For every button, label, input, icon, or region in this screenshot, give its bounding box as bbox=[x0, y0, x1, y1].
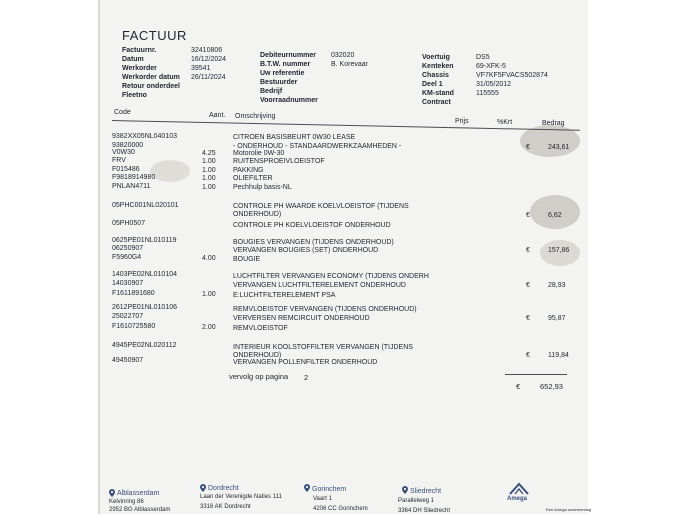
continued-page: 2 bbox=[304, 373, 309, 382]
meta-value: VF7KF5FVACS502874 bbox=[476, 72, 548, 79]
meta-label: Werkorder datum bbox=[122, 74, 180, 81]
line-description: CONTROLE PH KOELVLOEISTOF ONDERHOUD bbox=[233, 221, 391, 229]
meta-label: Kenteken bbox=[422, 63, 454, 70]
meta-label: B.T.W. nummer bbox=[260, 61, 311, 68]
meta-label: Uw referentie bbox=[260, 70, 305, 77]
meta-right-values bbox=[476, 53, 548, 98]
line-code: F1611891680 bbox=[112, 290, 155, 297]
meta-mid-values bbox=[331, 51, 368, 69]
line-code: 05PH0507 bbox=[112, 220, 146, 227]
line-currency: € bbox=[526, 247, 530, 254]
line-description: CITROEN BASISBEURT 0W30 LEASE bbox=[233, 134, 356, 141]
line-code: 06250907 bbox=[112, 245, 144, 252]
line-code: 0625PE01NL010119 bbox=[112, 237, 177, 244]
line-description: INTERIEUR KOOLSTOFFILTER VERVANGEN (TIJDENS bbox=[233, 344, 413, 352]
line-qty: 1.00 bbox=[202, 167, 216, 174]
line-description: REMVLOEISTOF bbox=[233, 325, 288, 333]
col-header-krt: %Krt bbox=[497, 119, 513, 126]
line-amount: 243,61 bbox=[548, 144, 570, 151]
line-description: REMVLOEISTOF VERVANGEN (TIJDENS ONDERHOUD) bbox=[233, 305, 417, 313]
line-amount: 119,84 bbox=[548, 352, 569, 359]
line-qty: 1.00 bbox=[202, 175, 216, 182]
meta-value: B. Korevaar bbox=[331, 61, 368, 68]
meta-value: 69-XFK-5 bbox=[476, 63, 506, 70]
line-description: VERVANGEN BOUGIES (SET) ONDERHOUD bbox=[233, 246, 379, 254]
line-code: 25022707 bbox=[112, 313, 144, 320]
footer-city: Alblasserdam bbox=[117, 490, 160, 497]
line-amount: 157,86 bbox=[548, 247, 570, 254]
brand-tagline: Een Amega onderneming bbox=[546, 507, 592, 512]
line-code: F015486 bbox=[112, 166, 140, 173]
meta-value: 032020 bbox=[331, 52, 355, 59]
footer-city: Gorinchem bbox=[312, 486, 347, 493]
col-header-aant: Aant. bbox=[209, 112, 226, 119]
line-code: 05PHC001NL020101 bbox=[112, 202, 179, 209]
line-code: 14030907 bbox=[112, 280, 144, 287]
meta-label: Retour onderdeel bbox=[122, 83, 180, 90]
line-code: 93820000 bbox=[112, 142, 144, 149]
line-code: F5960G4 bbox=[112, 254, 142, 261]
line-amount: 95,87 bbox=[548, 315, 566, 322]
footer-city: Sliedrecht bbox=[410, 488, 442, 495]
stain bbox=[150, 160, 190, 182]
meta-label: Bedrijf bbox=[260, 88, 283, 95]
location-pin-icon bbox=[109, 489, 115, 497]
invoice-title: FACTUUR bbox=[122, 28, 187, 43]
footer-address: Kelvinring 86 bbox=[109, 499, 144, 505]
line-description: PAKKING bbox=[233, 167, 264, 175]
col-header-bedrag: Bedrag bbox=[542, 120, 565, 127]
line-currency: € bbox=[526, 315, 530, 322]
line-description: Motorolie 0W-30 bbox=[233, 150, 285, 158]
location-pin-icon bbox=[304, 484, 310, 492]
meta-label: Voertuig bbox=[422, 54, 450, 61]
location-pin-icon bbox=[200, 484, 206, 492]
brand-name: Amega bbox=[507, 496, 528, 502]
meta-label: Werkorder bbox=[122, 65, 157, 72]
meta-label: Fleetno bbox=[122, 92, 147, 99]
line-code: F9818914980 bbox=[112, 174, 156, 181]
footer-address: 3316 AK Dordrecht bbox=[200, 504, 251, 510]
meta-label: Contract bbox=[422, 99, 451, 106]
line-code: 9382XX05NL040103 bbox=[112, 133, 178, 140]
line-description: BOUGIE bbox=[233, 255, 261, 263]
footer-address: 3364 DH Sliedrecht bbox=[398, 508, 451, 514]
line-code: PNLAN4711 bbox=[112, 183, 151, 190]
line-description: VERVANGEN LUCHTFILTERELEMENT ONDERHOUD bbox=[233, 281, 406, 289]
line-description: LUCHTFILTER VERVANGEN ECONOMY (TIJDENS ONDERH bbox=[233, 272, 429, 280]
line-code: FRV bbox=[112, 157, 126, 164]
line-description: - ONDERHOUD - STANDAARDWERKZAAMHEDEN - bbox=[233, 143, 402, 151]
meta-value: 26/11/2024 bbox=[191, 74, 226, 81]
line-currency: € bbox=[526, 212, 530, 219]
line-description: ONDERHOUD) bbox=[233, 352, 282, 360]
footer-city: Dordrecht bbox=[208, 485, 239, 492]
line-description: RUITENSPROEIVLOEISTOF bbox=[233, 158, 325, 166]
line-currency: € bbox=[526, 282, 530, 289]
line-description: E:LUCHTFILTERELEMENT PSA bbox=[233, 291, 336, 299]
line-qty: 2.00 bbox=[202, 324, 216, 331]
meta-value: 39541 bbox=[191, 65, 211, 72]
line-description: CONTROLE PH WAARDE KOELVLOEISTOF (TIJDENS bbox=[233, 203, 409, 211]
meta-label: KM-stand bbox=[422, 90, 454, 97]
continued-label: vervolg op pagina bbox=[229, 372, 289, 381]
amega-logo-icon bbox=[508, 482, 530, 496]
subtotal-rule bbox=[505, 374, 567, 375]
line-amount: 6,62 bbox=[548, 212, 562, 219]
footer-address: Laan der Verenigde Naties 111 bbox=[200, 494, 282, 500]
line-code: 2612PE01NL010106 bbox=[112, 304, 178, 311]
line-description: OLIEFILTER bbox=[233, 175, 273, 183]
line-code: F1610725580 bbox=[112, 323, 156, 330]
subtotal-currency: € bbox=[516, 382, 521, 391]
location-pin-icon bbox=[402, 486, 408, 494]
line-qty: 4.25 bbox=[202, 150, 216, 157]
line-currency: € bbox=[526, 352, 530, 359]
meta-label: Deel 1 bbox=[422, 81, 443, 88]
line-qty: 1.00 bbox=[202, 158, 216, 165]
line-amount: 28,93 bbox=[548, 282, 566, 289]
line-description: VERVERSEN REMCIRCUIT ONDERHOUD bbox=[233, 315, 370, 323]
line-qty: 1.00 bbox=[202, 184, 216, 191]
line-code: 4945PE02NL020112 bbox=[112, 342, 177, 349]
meta-label: Datum bbox=[122, 56, 144, 63]
meta-right-labels bbox=[422, 53, 454, 107]
meta-value: DS5 bbox=[476, 54, 490, 61]
line-description: Pechhulp basis-NL bbox=[233, 184, 292, 192]
line-description: ONDERHOUD) bbox=[233, 211, 282, 219]
meta-value: 31/05/2012 bbox=[476, 81, 512, 88]
meta-value: 16/12/2024 bbox=[191, 56, 227, 63]
line-currency: € bbox=[526, 144, 530, 151]
meta-label: Factuurnr. bbox=[122, 47, 157, 54]
meta-label: Chassis bbox=[422, 72, 449, 79]
col-header-prijs: Prijs bbox=[455, 118, 469, 125]
footer-address: 2952 BG Alblasserdam bbox=[109, 507, 171, 513]
meta-label: Voorraadnummer bbox=[260, 97, 318, 104]
line-qty: 4.00 bbox=[202, 255, 216, 262]
col-header-omschrijving: Omschrijving bbox=[235, 113, 276, 120]
line-code: V0W30 bbox=[112, 149, 135, 156]
meta-label: Bestuurder bbox=[260, 79, 298, 86]
line-description: VERVANGEN POLLENFILTER ONDERHOUD bbox=[233, 359, 378, 367]
line-code: 1403PE02NL010104 bbox=[112, 271, 178, 278]
meta-value: 32410806 bbox=[191, 47, 223, 54]
footer-address: Parallelweg 1 bbox=[398, 498, 435, 504]
meta-label: Debiteurnummer bbox=[260, 52, 317, 59]
meta-value: 115555 bbox=[476, 90, 499, 97]
col-header-code: Code bbox=[114, 109, 131, 116]
meta-mid-labels bbox=[260, 51, 318, 105]
footer-address: 4206 CC Gorinchem bbox=[313, 506, 368, 512]
meta-left-values bbox=[191, 46, 226, 82]
subtotal-amount: 652,93 bbox=[540, 382, 563, 391]
line-qty: 1.00 bbox=[202, 291, 216, 298]
meta-left-labels bbox=[122, 46, 180, 100]
footer-address: Vaart 1 bbox=[313, 496, 332, 502]
line-code: 49450907 bbox=[112, 357, 144, 364]
line-description: BOUGIES VERVANGEN (TIJDENS ONDERHOUD) bbox=[233, 238, 394, 246]
